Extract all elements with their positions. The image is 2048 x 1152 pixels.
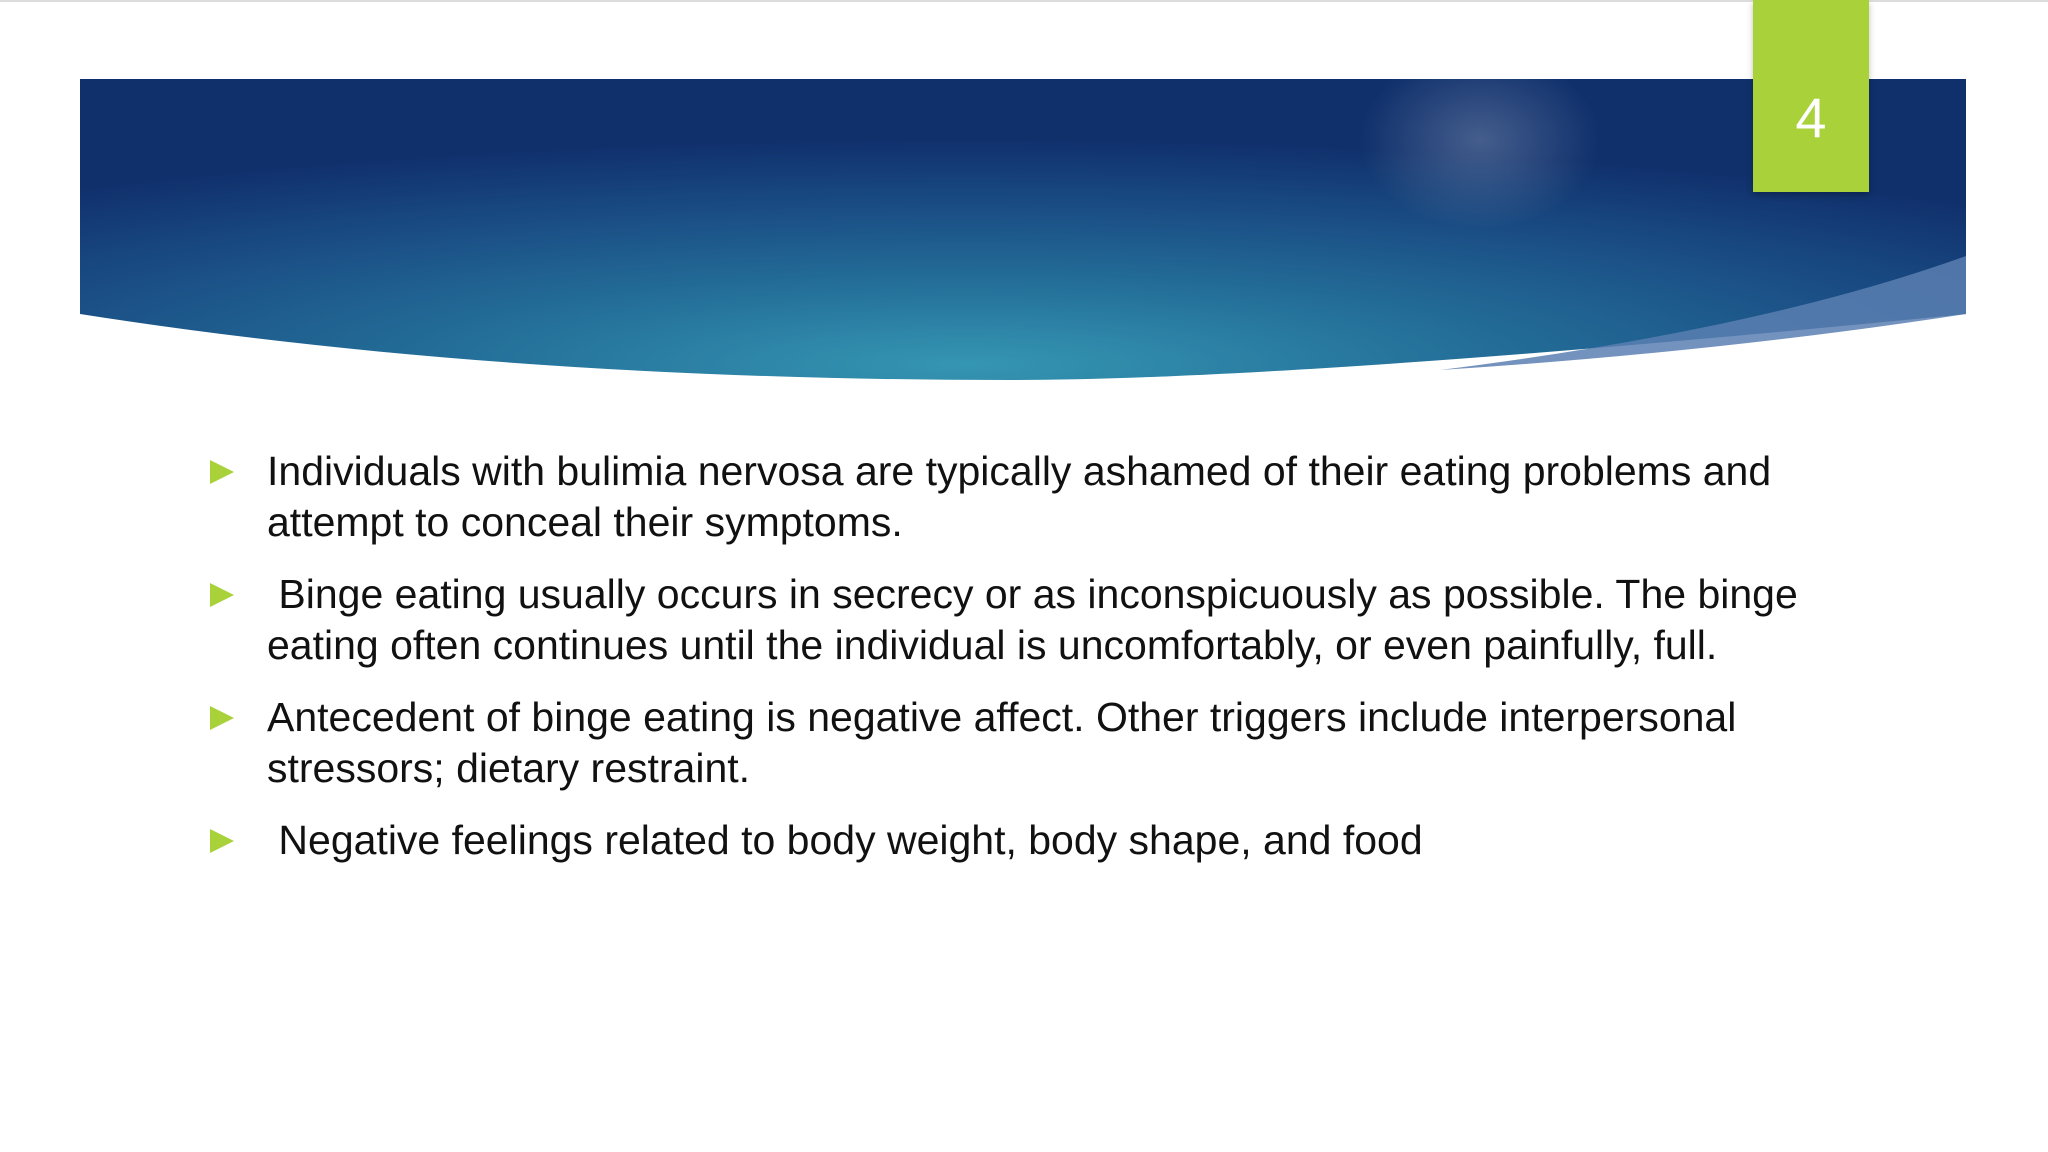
header-banner	[0, 0, 2048, 400]
bullet-text: Antecedent of binge eating is negative affect. Other triggers include interpersonal stressors; dietary restraint.	[267, 694, 1748, 791]
bullet-text: Individuals with bulimia nervosa are typically ashamed of their eating problems and attempt to conceal their symptoms.	[267, 448, 1783, 545]
bullet-text: Negative feelings related to body weight, body shape, and food	[267, 817, 1423, 863]
list-item	[210, 569, 1830, 671]
list-item	[210, 692, 1830, 794]
bullet-list	[210, 446, 1830, 887]
triangle-bullet-icon	[210, 583, 234, 607]
triangle-bullet-icon	[210, 829, 234, 853]
triangle-bullet-icon	[210, 706, 234, 730]
bullet-text: Binge eating usually occurs in secrecy or as inconspicuously as possible. The binge eating often continues until the individual is uncomfortably, or even painfully, full.	[267, 571, 1810, 668]
list-item	[210, 446, 1830, 548]
slide-number-badge	[1753, 0, 1869, 192]
triangle-bullet-icon	[210, 460, 234, 484]
slide-number: 4	[1795, 86, 1827, 149]
list-item	[210, 815, 1830, 866]
